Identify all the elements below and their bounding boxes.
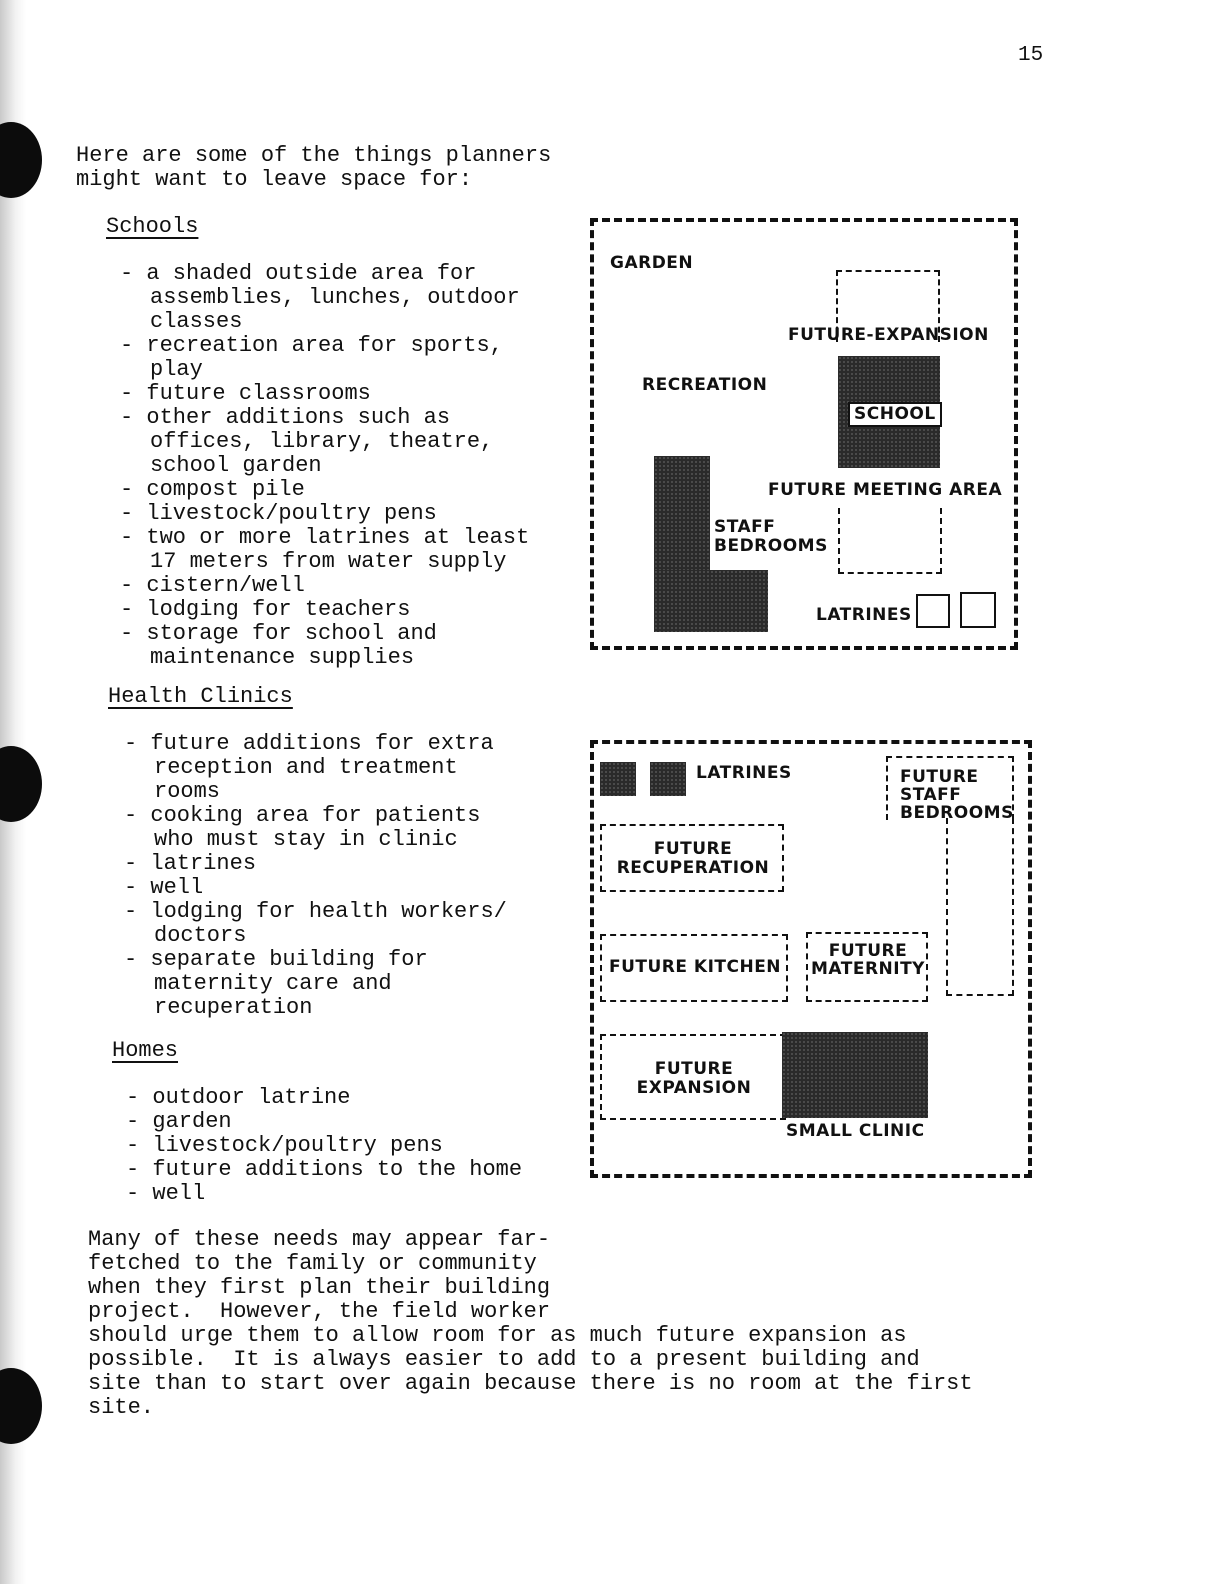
health-clinics-heading: Health Clinics bbox=[108, 684, 293, 709]
list-item: - outdoor latrine bbox=[126, 1086, 576, 1110]
school-site-plan bbox=[590, 214, 1030, 654]
staff-bedrooms-building bbox=[654, 570, 768, 632]
list-item: - livestock/poultry pens bbox=[120, 502, 570, 526]
list-item: - separate building for maternity care and recuperation bbox=[124, 948, 574, 1020]
small-clinic-label: SMALL CLINIC bbox=[786, 1121, 925, 1141]
list-item: - future classrooms bbox=[120, 382, 570, 406]
school-label: SCHOOL bbox=[848, 402, 942, 427]
future-staff-bedrooms-label: FUTURE STAFF BEDROOMS bbox=[900, 767, 1014, 823]
future-recuperation-label: FUTURE RECUPERATION bbox=[616, 839, 770, 878]
clinics-list bbox=[124, 732, 574, 1020]
latrine-block bbox=[600, 762, 636, 796]
latrines-label: LATRINES bbox=[816, 605, 912, 625]
list-item: - lodging for teachers bbox=[120, 598, 570, 622]
list-item: - cooking area for patients who must stay in clinic bbox=[124, 804, 574, 852]
binder-hole bbox=[0, 746, 42, 822]
future-staff-bedrooms-outline bbox=[946, 818, 1014, 996]
list-item: - a shaded outside area for assemblies, lunches, outdoor classes bbox=[120, 262, 570, 334]
list-item: - two or more latrines at least 17 meters from water supply bbox=[120, 526, 570, 574]
closing-paragraph-narrow: Many of these needs may appear far- fetched to the family or community when they first plan their building project. However, the field worker bbox=[88, 1227, 551, 1324]
staff-bedrooms-label: STAFF BEDROOMS bbox=[714, 517, 828, 556]
schools-heading: Schools bbox=[106, 214, 199, 239]
list-item: - lodging for health workers/ doctors bbox=[124, 900, 574, 948]
list-item: - future additions to the home bbox=[126, 1158, 576, 1182]
latrine-box bbox=[960, 592, 996, 628]
page-number: 15 bbox=[1018, 44, 1044, 67]
list-item: - livestock/poultry pens bbox=[126, 1134, 576, 1158]
small-clinic-building bbox=[782, 1032, 928, 1118]
list-item: - future additions for extra reception and treatment rooms bbox=[124, 732, 574, 804]
list-item: - recreation area for sports, play bbox=[120, 334, 570, 382]
clinic-site-plan bbox=[590, 736, 1040, 1196]
list-item: - latrines bbox=[124, 852, 574, 876]
latrine-block bbox=[650, 762, 686, 796]
list-item: - well bbox=[126, 1182, 576, 1206]
homes-heading: Homes bbox=[112, 1038, 179, 1063]
list-item: - cistern/well bbox=[120, 574, 570, 598]
list-item: - storage for school and maintenance supplies bbox=[120, 622, 570, 670]
schools-list bbox=[120, 262, 570, 670]
list-item: - compost pile bbox=[120, 478, 570, 502]
recreation-label: RECREATION bbox=[642, 375, 768, 395]
future-meeting-area-outline bbox=[838, 508, 942, 574]
list-item: - other additions such as offices, library, theatre, school garden bbox=[120, 406, 570, 478]
future-maternity-label: FUTURE MATERNITY bbox=[810, 941, 925, 979]
future-expansion-label: FUTURE-EXPANSION bbox=[788, 325, 989, 345]
list-item: - well bbox=[124, 876, 574, 900]
closing-paragraph-wide: should urge them to allow room for as much future expansion as possible. It is always easier to add to a present building and site than to start over again because there is no room at the first site. bbox=[88, 1323, 973, 1420]
homes-list bbox=[126, 1086, 576, 1206]
future-meeting-area-label: FUTURE MEETING AREA bbox=[768, 480, 1003, 500]
binder-hole bbox=[0, 122, 42, 198]
binder-hole bbox=[0, 1368, 42, 1444]
garden-label: GARDEN bbox=[610, 253, 694, 273]
intro-text: Here are some of the things planners might want to leave space for: bbox=[76, 143, 552, 192]
latrine-box bbox=[916, 594, 950, 628]
list-item: - garden bbox=[126, 1110, 576, 1134]
latrines-label: LATRINES bbox=[696, 763, 792, 783]
future-kitchen-label: FUTURE KITCHEN bbox=[608, 957, 782, 977]
future-expansion-label: FUTURE EXPANSION bbox=[636, 1059, 752, 1098]
